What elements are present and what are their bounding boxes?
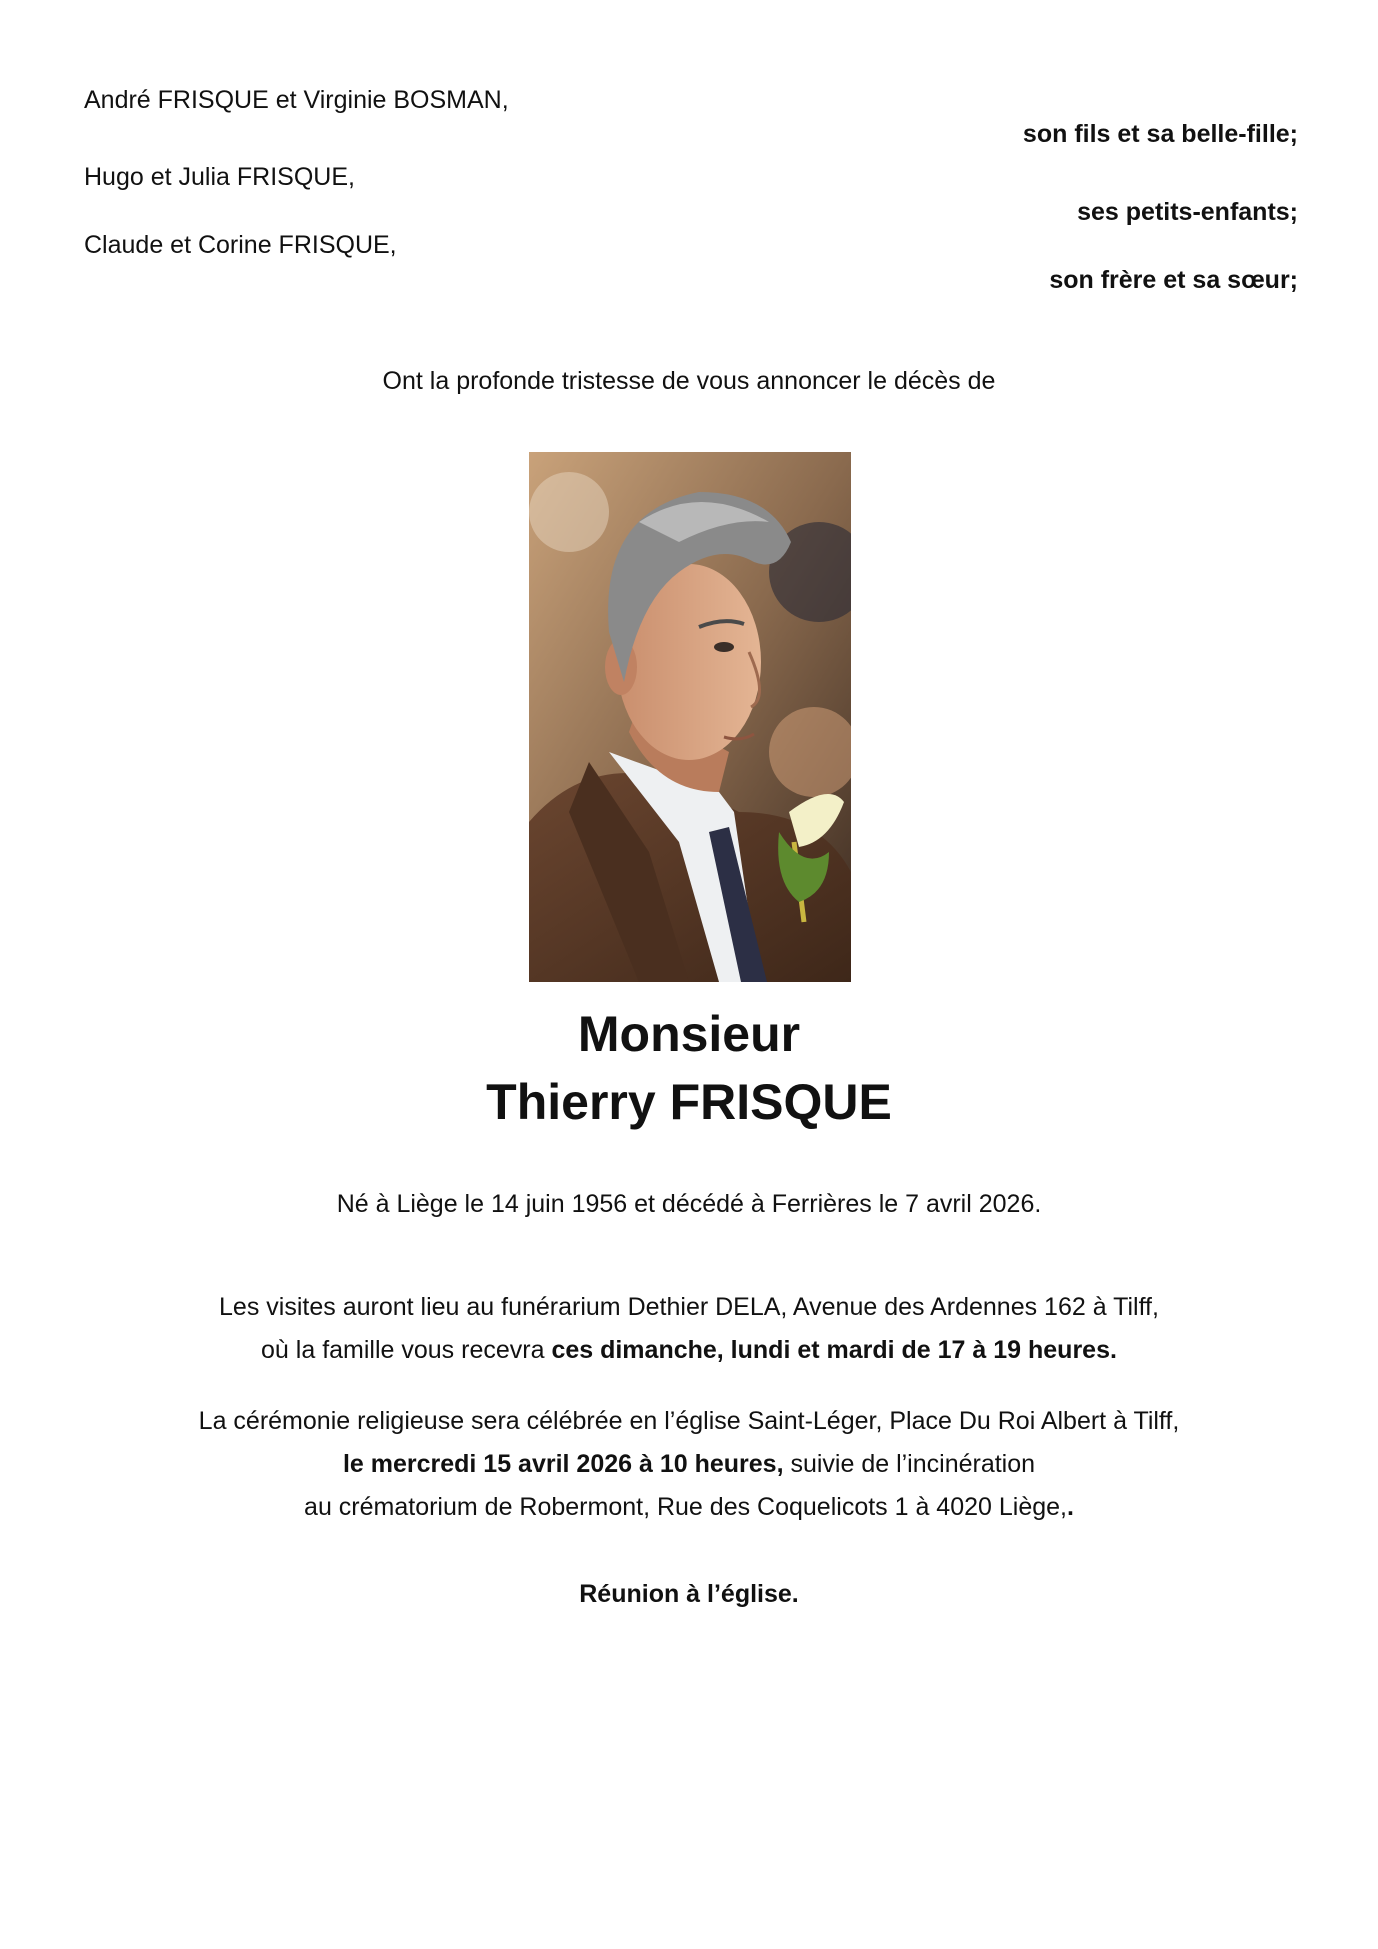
visits-info [0,1286,1378,1372]
deceased-name: Thierry FRISQUE [486,1074,892,1130]
family-member-name: André FRISQUE et Virginie BOSMAN, [84,86,509,114]
ceremony-line-3-end: . [1067,1493,1074,1521]
family-member-relation: son frère et sa sœur; [1049,266,1298,294]
announcement-text: Ont la profonde tristesse de vous annoncer le décès de [382,367,996,395]
family-member-relation: son fils et sa belle-fille; [1022,120,1298,148]
ceremony-date: le mercredi 15 avril 2026 à 10 heures, [342,1450,784,1478]
visits-line-2 [0,1329,1378,1372]
family-member-name: Hugo et Julia FRISQUE, [84,163,355,191]
ceremony-line-2-text: suivie de l’incinération [783,1450,1036,1478]
visits-schedule: ces dimanche, lundi et mardi de 17 à 19 heures. [551,1336,1117,1364]
portrait-photo [529,452,851,982]
birth-death-text: Né à Liège le 14 juin 1956 et décédé à Ferrières le 7 avril 2026. [336,1190,1042,1218]
family-member-relation: ses petits-enfants; [1077,198,1298,226]
visits-line-1: Les visites auront lieu au funérarium Dethier DELA, Avenue des Ardennes 162 à Tilff, [219,1293,1159,1321]
ceremony-line-2 [0,1443,1378,1486]
reunion-text: Réunion à l’église. [579,1580,799,1608]
family-member-name: Claude et Corine FRISQUE, [84,231,397,259]
crematorium-address: au crématorium de Robermont, Rue des Coquelicots 1 à 4020 Liège, [304,1493,1067,1521]
visits-line-2-text: où la famille vous recevra [261,1336,552,1364]
ceremony-line-3 [0,1486,1378,1529]
ceremony-info [0,1400,1378,1529]
ceremony-line-1: La cérémonie religieuse sera célébrée en l’église Saint-Léger, Place Du Roi Albert à Tilff, [198,1407,1180,1435]
deceased-title: Monsieur [577,1006,801,1062]
